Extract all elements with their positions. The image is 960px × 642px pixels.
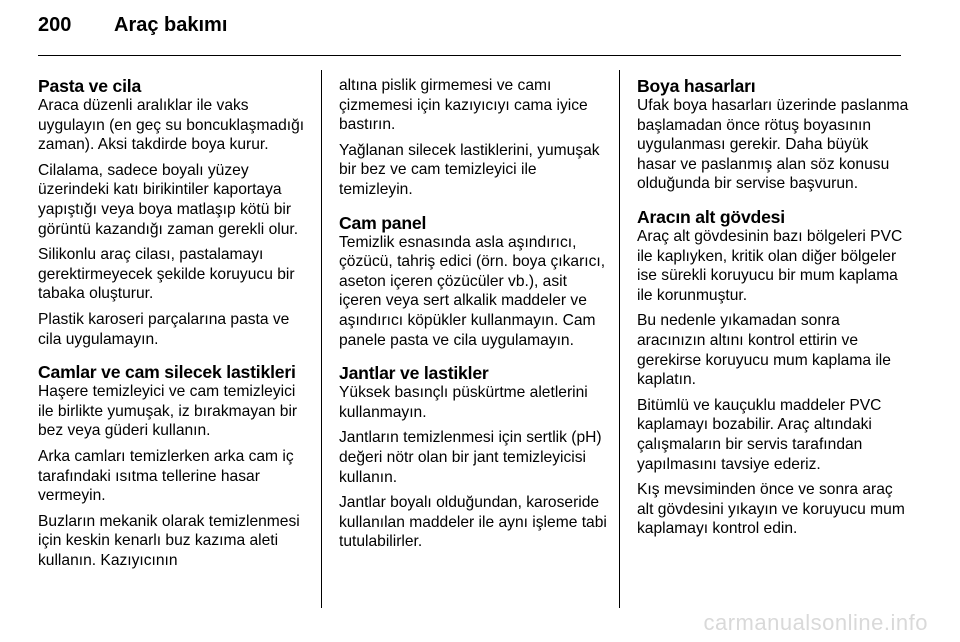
body-paragraph: Cilalama, sadece boyalı yüzey üzerindeki katı birikintiler kaportaya yapıştığı veya boya matlaşıp kötü bir görüntü kazandığı zaman gerekli olur. xyxy=(38,161,299,238)
page-number: 200 xyxy=(38,14,72,36)
body-paragraph: Jantların temizlenmesi için sertlik (pH) değeri nötr olan bir jant temizleyicisi kullanın. xyxy=(339,429,602,486)
text-column-3 xyxy=(637,76,909,545)
body-paragraph: Kış mevsiminden önce ve sonra araç alt gövdesini yıkayın ve koruyucu mum kaplamayı kontrol edin. xyxy=(637,481,905,538)
section-heading: Cam panel xyxy=(339,212,427,233)
body-paragraph: Buzların mekanik olarak temizlenmesi için keskin kenarlı buz kazıma aleti kullanın. Kazıyıcının xyxy=(38,512,300,569)
page-header xyxy=(38,14,227,48)
body-paragraph: Bitümlü ve kauçuklu maddeler PVC kaplamayı bozabilir. Araç altındaki çalışmaların bir servis tarafından yapılmasını tavsiye ederiz. xyxy=(637,396,882,473)
body-paragraph: altına pislik girmemesi ve camı çizmemesi için kazıyıcıyı cama iyice bastırın. xyxy=(339,77,588,134)
text-column-2 xyxy=(339,76,611,558)
header-divider xyxy=(38,55,901,56)
text-column-1 xyxy=(38,76,310,576)
section-heading: Jantlar ve lastikler xyxy=(339,363,489,384)
body-paragraph: Yağlanan silecek lastiklerini, yumuşak bir bez ve cam temizleyici ile temizleyin. xyxy=(339,141,600,198)
column-divider-1 xyxy=(321,70,322,608)
section-heading: Pasta ve cila xyxy=(38,76,142,96)
body-paragraph: Araca düzenli aralıklar ile vaks uygulayın (en geç su boncuklaşmadığı zaman). Aksi takdirde boya kurur. xyxy=(38,97,305,154)
body-paragraph: Yüksek basınçlı püskürtme aletlerini kullanmayın. xyxy=(339,384,588,421)
body-paragraph: Haşere temizleyici ve cam temizleyici ile birlikte yumuşak, iz bırakmayan bir bez veya güderi kullanın. xyxy=(38,383,298,440)
body-paragraph: Araç alt gövdesinin bazı bölgeleri PVC ile kaplıyken, kritik olan diğer bölgeler ise sürekli koruyucu bir mum kaplama ile korunmuştur. xyxy=(637,227,903,304)
body-paragraph: Plastik karoseri parçalarına pasta ve cila uygulamayın. xyxy=(38,310,290,348)
section-heading: Aracın alt gövdesi xyxy=(637,206,785,227)
page-title: Araç bakımı xyxy=(114,14,228,36)
body-paragraph: Temizlik esnasında asla aşındırıcı, çözücü, tahriş edici (örn. boya çıkarıcı, aseton içeren çözücüler vb.), asit içeren veya sert alkalik maddeler ve aşındırıcı köpükler kullanmayın. Cam panele pasta ve cila uygulamayın. xyxy=(339,233,606,349)
watermark-text: carmanualsonline.info xyxy=(703,610,928,635)
body-paragraph: Ufak boya hasarları üzerinde paslanma başlamadan önce rötuş boyasının uygulanması gerekir. Daha büyük hasar ve paslanmış alan söz konusu olduğunda bir servise başvurun. xyxy=(637,97,909,193)
body-paragraph: Silikonlu araç cilası, pastalamayı gerektirmeyecek şekilde koruyucu bir tabaka oluşturur. xyxy=(38,246,295,303)
section-heading: Camlar ve cam silecek lastikleri xyxy=(38,362,296,383)
body-paragraph: Arka camları temizlerken arka cam iç tarafındaki ısıtma tellerine hasar vermeyin. xyxy=(38,447,294,505)
column-divider-2 xyxy=(619,70,620,608)
section-heading: Boya hasarları xyxy=(637,76,756,96)
body-paragraph: Bu nedenle yıkamadan sonra aracınızın altını kontrol ettirin ve gerekirse koruyucu mum kaplama ile kaplatın. xyxy=(637,312,891,389)
body-paragraph: Jantlar boyalı olduğundan, karoseride kullanılan maddeler ile aynı işleme tabi tutulabilirler. xyxy=(339,494,607,551)
